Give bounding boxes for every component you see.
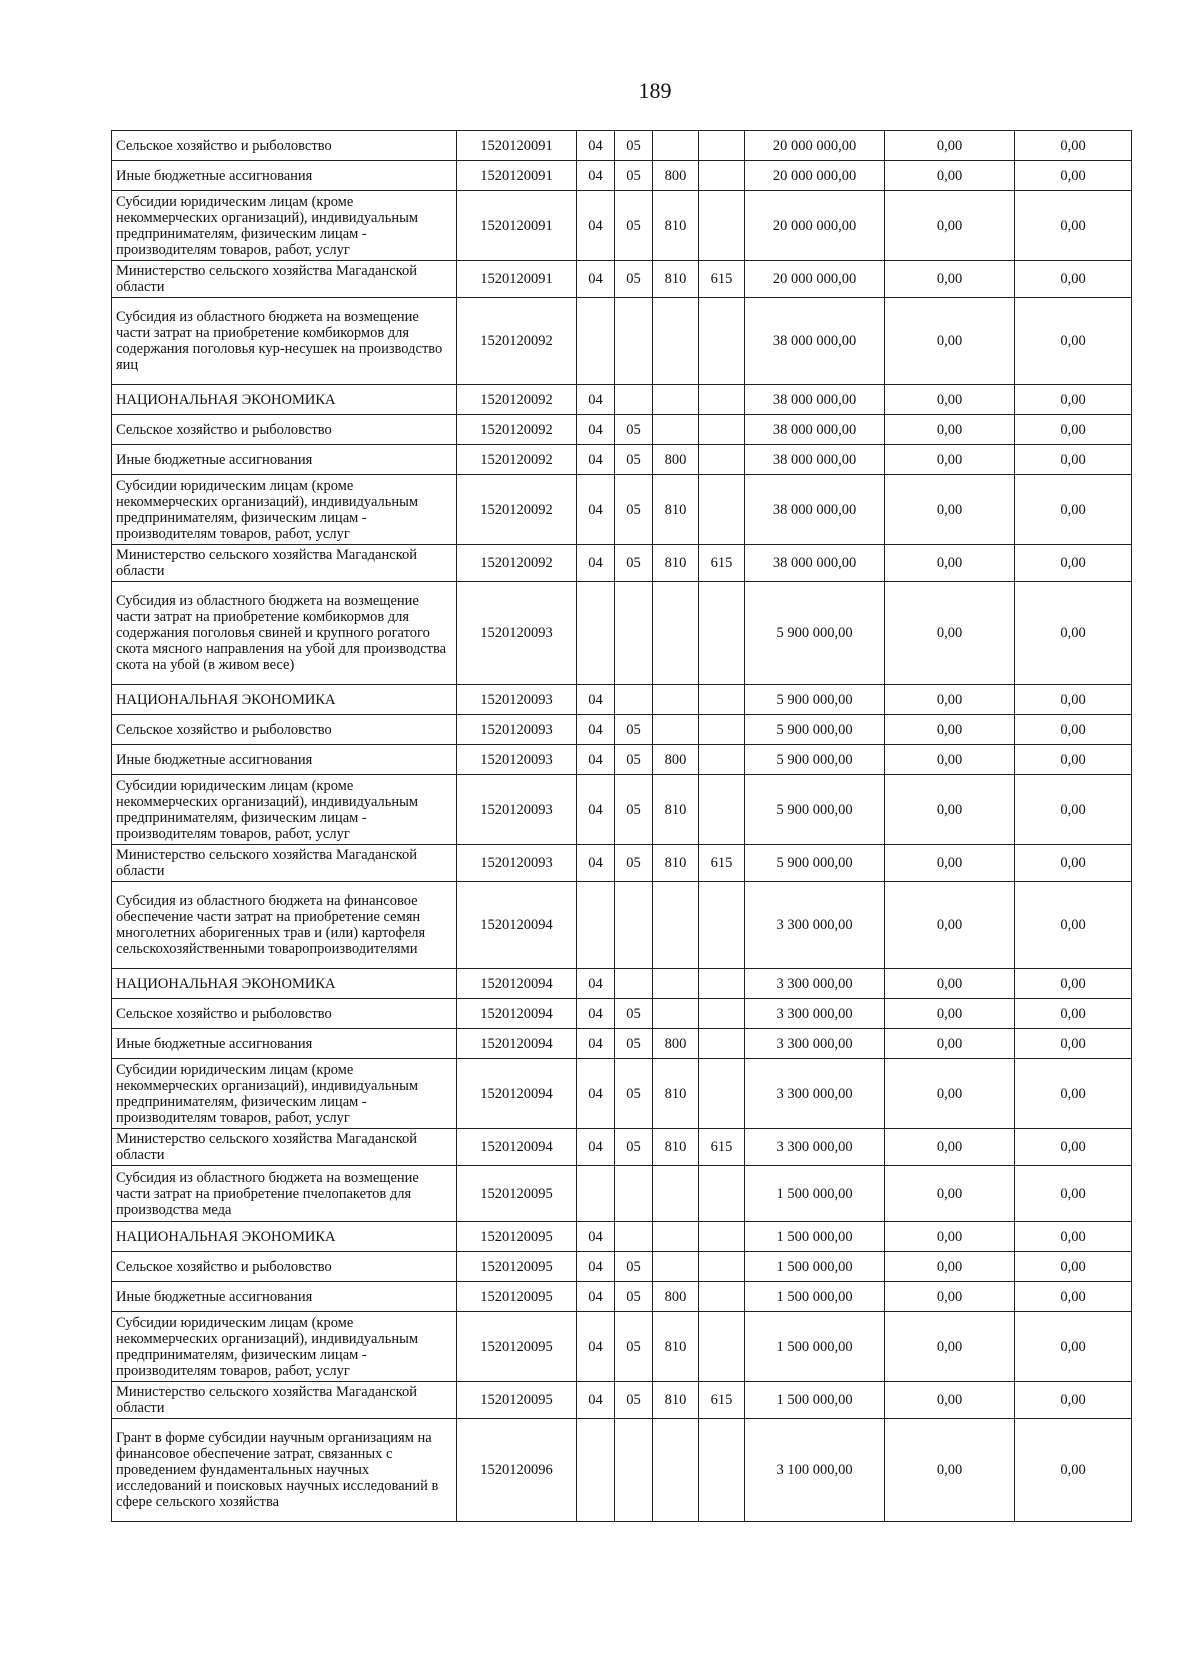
cell-amt3: 0,00 <box>1015 1166 1132 1222</box>
cell-code: 1520120095 <box>457 1166 577 1222</box>
table-row <box>112 1382 1132 1419</box>
cell-sec: 04 <box>577 475 615 545</box>
cell-code: 1520120094 <box>457 999 577 1029</box>
cell-amt2: 0,00 <box>885 882 1015 969</box>
table-row <box>112 685 1132 715</box>
cell-gr <box>699 1222 745 1252</box>
cell-vr: 810 <box>653 1312 699 1382</box>
cell-amt: 5 900 000,00 <box>745 582 885 685</box>
table-row <box>112 715 1132 745</box>
table-row <box>112 1282 1132 1312</box>
cell-sub <box>615 969 653 999</box>
cell-amt3: 0,00 <box>1015 545 1132 582</box>
cell-amt2: 0,00 <box>885 775 1015 845</box>
cell-code: 1520120091 <box>457 191 577 261</box>
cell-sec: 04 <box>577 545 615 582</box>
cell-gr <box>699 775 745 845</box>
cell-name: Иные бюджетные ассигнования <box>112 445 457 475</box>
cell-gr <box>699 131 745 161</box>
cell-amt: 3 300 000,00 <box>745 969 885 999</box>
cell-sub: 05 <box>615 415 653 445</box>
cell-amt2: 0,00 <box>885 261 1015 298</box>
cell-sub: 05 <box>615 445 653 475</box>
cell-amt2: 0,00 <box>885 1282 1015 1312</box>
cell-sec: 04 <box>577 775 615 845</box>
cell-gr <box>699 1282 745 1312</box>
cell-code: 1520120091 <box>457 161 577 191</box>
cell-amt2: 0,00 <box>885 131 1015 161</box>
cell-gr <box>699 882 745 969</box>
cell-amt: 5 900 000,00 <box>745 745 885 775</box>
cell-vr: 810 <box>653 545 699 582</box>
cell-sec <box>577 1166 615 1222</box>
cell-amt3: 0,00 <box>1015 582 1132 685</box>
cell-code: 1520120096 <box>457 1419 577 1522</box>
cell-amt3: 0,00 <box>1015 1252 1132 1282</box>
table-row <box>112 1312 1132 1382</box>
cell-vr: 800 <box>653 745 699 775</box>
cell-name: НАЦИОНАЛЬНАЯ ЭКОНОМИКА <box>112 685 457 715</box>
cell-sub: 05 <box>615 545 653 582</box>
cell-amt2: 0,00 <box>885 475 1015 545</box>
cell-code: 1520120092 <box>457 545 577 582</box>
cell-amt: 1 500 000,00 <box>745 1282 885 1312</box>
cell-sub: 05 <box>615 1282 653 1312</box>
cell-vr <box>653 1252 699 1282</box>
cell-amt3: 0,00 <box>1015 999 1132 1029</box>
table-row <box>112 999 1132 1029</box>
cell-name: Субсидии юридическим лицам (кроме некоммерческих организаций), индивидуальным предпринимателям, физическим лицам - производителям товаров, работ, услуг <box>112 1059 457 1129</box>
cell-amt3: 0,00 <box>1015 1312 1132 1382</box>
table-row <box>112 882 1132 969</box>
cell-gr <box>699 745 745 775</box>
cell-name: Министерство сельского хозяйства Магаданской области <box>112 845 457 882</box>
cell-amt3: 0,00 <box>1015 745 1132 775</box>
cell-gr <box>699 475 745 545</box>
cell-amt2: 0,00 <box>885 545 1015 582</box>
cell-name: Сельское хозяйство и рыболовство <box>112 1252 457 1282</box>
cell-name: Министерство сельского хозяйства Магаданской области <box>112 261 457 298</box>
cell-sub: 05 <box>615 261 653 298</box>
cell-sec: 04 <box>577 385 615 415</box>
cell-gr <box>699 715 745 745</box>
cell-amt: 20 000 000,00 <box>745 161 885 191</box>
cell-sub: 05 <box>615 1382 653 1419</box>
cell-sub: 05 <box>615 845 653 882</box>
cell-name: Субсидии юридическим лицам (кроме некоммерческих организаций), индивидуальным предпринимателям, физическим лицам - производителям товаров, работ, услуг <box>112 475 457 545</box>
cell-sec: 04 <box>577 131 615 161</box>
cell-gr <box>699 1029 745 1059</box>
cell-vr <box>653 999 699 1029</box>
cell-amt2: 0,00 <box>885 298 1015 385</box>
cell-amt: 38 000 000,00 <box>745 415 885 445</box>
cell-code: 1520120091 <box>457 261 577 298</box>
cell-sec: 04 <box>577 685 615 715</box>
cell-vr <box>653 385 699 415</box>
cell-sub <box>615 882 653 969</box>
cell-amt: 1 500 000,00 <box>745 1166 885 1222</box>
cell-amt2: 0,00 <box>885 1252 1015 1282</box>
table-row <box>112 298 1132 385</box>
cell-name: Иные бюджетные ассигнования <box>112 745 457 775</box>
cell-vr: 800 <box>653 445 699 475</box>
cell-vr: 800 <box>653 161 699 191</box>
cell-vr <box>653 415 699 445</box>
cell-sec: 04 <box>577 1382 615 1419</box>
table-row <box>112 1129 1132 1166</box>
cell-amt2: 0,00 <box>885 845 1015 882</box>
cell-amt3: 0,00 <box>1015 261 1132 298</box>
cell-gr <box>699 582 745 685</box>
cell-vr: 800 <box>653 1029 699 1059</box>
cell-vr: 810 <box>653 261 699 298</box>
cell-vr: 800 <box>653 1282 699 1312</box>
cell-vr <box>653 1419 699 1522</box>
cell-amt2: 0,00 <box>885 685 1015 715</box>
cell-amt3: 0,00 <box>1015 1419 1132 1522</box>
cell-sec: 04 <box>577 261 615 298</box>
cell-gr <box>699 1312 745 1382</box>
cell-sec: 04 <box>577 1222 615 1252</box>
cell-vr: 810 <box>653 845 699 882</box>
cell-sub: 05 <box>615 1029 653 1059</box>
cell-amt2: 0,00 <box>885 1419 1015 1522</box>
cell-amt: 38 000 000,00 <box>745 298 885 385</box>
cell-sub <box>615 1419 653 1522</box>
cell-amt3: 0,00 <box>1015 131 1132 161</box>
cell-amt3: 0,00 <box>1015 845 1132 882</box>
table-row <box>112 582 1132 685</box>
cell-name: Министерство сельского хозяйства Магаданской области <box>112 1382 457 1419</box>
table-row <box>112 475 1132 545</box>
cell-name: Министерство сельского хозяйства Магаданской области <box>112 1129 457 1166</box>
cell-name: Сельское хозяйство и рыболовство <box>112 131 457 161</box>
cell-gr <box>699 191 745 261</box>
cell-code: 1520120093 <box>457 745 577 775</box>
cell-sub: 05 <box>615 1059 653 1129</box>
cell-sub: 05 <box>615 999 653 1029</box>
table-row <box>112 1222 1132 1252</box>
cell-amt: 38 000 000,00 <box>745 545 885 582</box>
cell-amt2: 0,00 <box>885 1312 1015 1382</box>
cell-sec: 04 <box>577 1029 615 1059</box>
cell-amt2: 0,00 <box>885 415 1015 445</box>
cell-amt2: 0,00 <box>885 191 1015 261</box>
cell-gr <box>699 1166 745 1222</box>
cell-amt: 38 000 000,00 <box>745 475 885 545</box>
cell-amt: 3 300 000,00 <box>745 1129 885 1166</box>
cell-amt3: 0,00 <box>1015 1382 1132 1419</box>
cell-sec: 04 <box>577 161 615 191</box>
cell-code: 1520120095 <box>457 1282 577 1312</box>
cell-sub <box>615 1222 653 1252</box>
cell-amt: 5 900 000,00 <box>745 715 885 745</box>
cell-code: 1520120095 <box>457 1312 577 1382</box>
cell-sec: 04 <box>577 415 615 445</box>
cell-amt: 1 500 000,00 <box>745 1382 885 1419</box>
cell-name: Субсидия из областного бюджета на возмещение части затрат на приобретение пчелопакетов для производства меда <box>112 1166 457 1222</box>
cell-gr <box>699 969 745 999</box>
cell-vr: 810 <box>653 1382 699 1419</box>
cell-code: 1520120094 <box>457 969 577 999</box>
cell-code: 1520120092 <box>457 475 577 545</box>
cell-sec: 04 <box>577 1059 615 1129</box>
cell-vr <box>653 685 699 715</box>
cell-vr <box>653 715 699 745</box>
cell-code: 1520120092 <box>457 385 577 415</box>
cell-name: Иные бюджетные ассигнования <box>112 161 457 191</box>
table-row <box>112 1059 1132 1129</box>
cell-name: Субсидия из областного бюджета на финансовое обеспечение части затрат на приобретение семян многолетних аборигенных трав и (или) картофеля сельскохозяйственными товаропроизводителями <box>112 882 457 969</box>
cell-name: Иные бюджетные ассигнования <box>112 1282 457 1312</box>
cell-vr: 810 <box>653 475 699 545</box>
cell-amt3: 0,00 <box>1015 1222 1132 1252</box>
cell-amt: 20 000 000,00 <box>745 131 885 161</box>
cell-sec: 04 <box>577 1282 615 1312</box>
cell-gr <box>699 999 745 1029</box>
cell-amt: 20 000 000,00 <box>745 191 885 261</box>
table-row <box>112 745 1132 775</box>
cell-gr <box>699 415 745 445</box>
cell-amt3: 0,00 <box>1015 1059 1132 1129</box>
cell-vr: 810 <box>653 775 699 845</box>
cell-name: Субсидии юридическим лицам (кроме некоммерческих организаций), индивидуальным предпринимателям, физическим лицам - производителям товаров, работ, услуг <box>112 775 457 845</box>
cell-sec: 04 <box>577 999 615 1029</box>
cell-name: Сельское хозяйство и рыболовство <box>112 415 457 445</box>
cell-sec: 04 <box>577 1252 615 1282</box>
cell-vr: 810 <box>653 191 699 261</box>
cell-code: 1520120092 <box>457 415 577 445</box>
cell-amt: 1 500 000,00 <box>745 1252 885 1282</box>
cell-vr <box>653 582 699 685</box>
cell-amt: 3 300 000,00 <box>745 1059 885 1129</box>
cell-gr: 615 <box>699 1382 745 1419</box>
cell-sec: 04 <box>577 1129 615 1166</box>
cell-gr <box>699 298 745 385</box>
cell-sub: 05 <box>615 1129 653 1166</box>
cell-sec: 04 <box>577 745 615 775</box>
cell-amt2: 0,00 <box>885 715 1015 745</box>
cell-name: НАЦИОНАЛЬНАЯ ЭКОНОМИКА <box>112 385 457 415</box>
cell-amt2: 0,00 <box>885 385 1015 415</box>
cell-sec: 04 <box>577 969 615 999</box>
cell-amt3: 0,00 <box>1015 1129 1132 1166</box>
cell-sec: 04 <box>577 715 615 745</box>
cell-vr: 810 <box>653 1059 699 1129</box>
cell-gr <box>699 685 745 715</box>
cell-amt3: 0,00 <box>1015 685 1132 715</box>
cell-name: НАЦИОНАЛЬНАЯ ЭКОНОМИКА <box>112 1222 457 1252</box>
cell-amt3: 0,00 <box>1015 298 1132 385</box>
table-row <box>112 1252 1132 1282</box>
cell-sec: 04 <box>577 1312 615 1382</box>
table-row <box>112 261 1132 298</box>
cell-gr <box>699 1252 745 1282</box>
cell-sub <box>615 685 653 715</box>
cell-code: 1520120093 <box>457 775 577 845</box>
table-row <box>112 545 1132 582</box>
cell-amt: 38 000 000,00 <box>745 385 885 415</box>
cell-code: 1520120094 <box>457 1059 577 1129</box>
cell-gr <box>699 1419 745 1522</box>
cell-vr: 810 <box>653 1129 699 1166</box>
cell-name: Субсидии юридическим лицам (кроме некоммерческих организаций), индивидуальным предпринимателям, физическим лицам - производителям товаров, работ, услуг <box>112 1312 457 1382</box>
cell-amt3: 0,00 <box>1015 969 1132 999</box>
cell-sec <box>577 1419 615 1522</box>
cell-amt: 3 300 000,00 <box>745 999 885 1029</box>
cell-code: 1520120093 <box>457 845 577 882</box>
cell-amt2: 0,00 <box>885 1059 1015 1129</box>
cell-amt2: 0,00 <box>885 999 1015 1029</box>
cell-sub: 05 <box>615 191 653 261</box>
cell-amt2: 0,00 <box>885 161 1015 191</box>
cell-sub: 05 <box>615 161 653 191</box>
table-row <box>112 161 1132 191</box>
cell-sec <box>577 882 615 969</box>
cell-code: 1520120092 <box>457 298 577 385</box>
cell-amt3: 0,00 <box>1015 1029 1132 1059</box>
cell-sub: 05 <box>615 475 653 545</box>
cell-sub <box>615 1166 653 1222</box>
table-row <box>112 1029 1132 1059</box>
cell-sec <box>577 582 615 685</box>
cell-vr <box>653 882 699 969</box>
table-row <box>112 131 1132 161</box>
cell-amt3: 0,00 <box>1015 445 1132 475</box>
cell-amt3: 0,00 <box>1015 385 1132 415</box>
cell-amt3: 0,00 <box>1015 475 1132 545</box>
cell-sub: 05 <box>615 775 653 845</box>
table-row <box>112 1419 1132 1522</box>
cell-amt: 3 100 000,00 <box>745 1419 885 1522</box>
cell-amt: 3 300 000,00 <box>745 882 885 969</box>
table-row <box>112 775 1132 845</box>
cell-amt3: 0,00 <box>1015 1282 1132 1312</box>
cell-sub <box>615 385 653 415</box>
cell-vr <box>653 1222 699 1252</box>
cell-gr: 615 <box>699 1129 745 1166</box>
cell-sec: 04 <box>577 191 615 261</box>
cell-name: Грант в форме субсидии научным организациям на финансовое обеспечение затрат, связанных с проведением фундаментальных научных исследований и поисковых научных исследований в сфере сельского хозяйства <box>112 1419 457 1522</box>
cell-code: 1520120095 <box>457 1222 577 1252</box>
cell-amt: 5 900 000,00 <box>745 775 885 845</box>
cell-name: Субсидия из областного бюджета на возмещение части затрат на приобретение комбикормов для содержания поголовья свиней и крупного рогатого скота мясного направления на убой для производства скота на убой (в живом весе) <box>112 582 457 685</box>
cell-sec: 04 <box>577 445 615 475</box>
cell-name: Иные бюджетные ассигнования <box>112 1029 457 1059</box>
cell-vr <box>653 298 699 385</box>
cell-sub: 05 <box>615 745 653 775</box>
budget-table <box>111 130 1132 1522</box>
cell-gr: 615 <box>699 545 745 582</box>
cell-amt: 5 900 000,00 <box>745 845 885 882</box>
cell-sub <box>615 298 653 385</box>
cell-amt3: 0,00 <box>1015 191 1132 261</box>
cell-amt2: 0,00 <box>885 582 1015 685</box>
cell-amt2: 0,00 <box>885 969 1015 999</box>
table-row <box>112 445 1132 475</box>
cell-sub: 05 <box>615 1312 653 1382</box>
table-row <box>112 191 1132 261</box>
cell-sub: 05 <box>615 715 653 745</box>
table-row <box>112 1166 1132 1222</box>
cell-code: 1520120091 <box>457 131 577 161</box>
table-row <box>112 845 1132 882</box>
cell-gr <box>699 161 745 191</box>
table-row <box>112 969 1132 999</box>
cell-gr <box>699 445 745 475</box>
cell-vr <box>653 131 699 161</box>
page-number: 189 <box>638 78 672 103</box>
cell-amt3: 0,00 <box>1015 775 1132 845</box>
cell-vr <box>653 969 699 999</box>
cell-gr <box>699 1059 745 1129</box>
cell-code: 1520120093 <box>457 715 577 745</box>
cell-amt: 5 900 000,00 <box>745 685 885 715</box>
cell-gr: 615 <box>699 845 745 882</box>
cell-amt3: 0,00 <box>1015 715 1132 745</box>
cell-code: 1520120095 <box>457 1252 577 1282</box>
cell-amt3: 0,00 <box>1015 882 1132 969</box>
cell-amt2: 0,00 <box>885 1166 1015 1222</box>
cell-code: 1520120094 <box>457 1029 577 1059</box>
cell-code: 1520120092 <box>457 445 577 475</box>
cell-name: Министерство сельского хозяйства Магаданской области <box>112 545 457 582</box>
cell-sub: 05 <box>615 131 653 161</box>
cell-amt: 20 000 000,00 <box>745 261 885 298</box>
cell-amt: 3 300 000,00 <box>745 1029 885 1059</box>
cell-amt: 1 500 000,00 <box>745 1312 885 1382</box>
cell-vr <box>653 1166 699 1222</box>
cell-code: 1520120093 <box>457 582 577 685</box>
cell-amt2: 0,00 <box>885 1029 1015 1059</box>
cell-code: 1520120095 <box>457 1382 577 1419</box>
cell-sec: 04 <box>577 845 615 882</box>
cell-code: 1520120094 <box>457 1129 577 1166</box>
cell-name: Субсидии юридическим лицам (кроме некоммерческих организаций), индивидуальным предпринимателям, физическим лицам - производителям товаров, работ, услуг <box>112 191 457 261</box>
cell-amt: 38 000 000,00 <box>745 445 885 475</box>
cell-sec <box>577 298 615 385</box>
cell-sub <box>615 582 653 685</box>
cell-name: Сельское хозяйство и рыболовство <box>112 999 457 1029</box>
cell-gr: 615 <box>699 261 745 298</box>
cell-amt2: 0,00 <box>885 1222 1015 1252</box>
cell-amt2: 0,00 <box>885 1382 1015 1419</box>
cell-gr <box>699 385 745 415</box>
cell-code: 1520120093 <box>457 685 577 715</box>
cell-amt2: 0,00 <box>885 1129 1015 1166</box>
cell-amt2: 0,00 <box>885 445 1015 475</box>
cell-name: Субсидия из областного бюджета на возмещение части затрат на приобретение комбикормов для содержания поголовья кур-несушек на производство яиц <box>112 298 457 385</box>
cell-amt3: 0,00 <box>1015 161 1132 191</box>
cell-amt2: 0,00 <box>885 745 1015 775</box>
cell-name: НАЦИОНАЛЬНАЯ ЭКОНОМИКА <box>112 969 457 999</box>
table-row <box>112 385 1132 415</box>
cell-sub: 05 <box>615 1252 653 1282</box>
cell-name: Сельское хозяйство и рыболовство <box>112 715 457 745</box>
cell-amt3: 0,00 <box>1015 415 1132 445</box>
table-body <box>112 131 1132 1522</box>
cell-code: 1520120094 <box>457 882 577 969</box>
cell-amt: 1 500 000,00 <box>745 1222 885 1252</box>
table-row <box>112 415 1132 445</box>
